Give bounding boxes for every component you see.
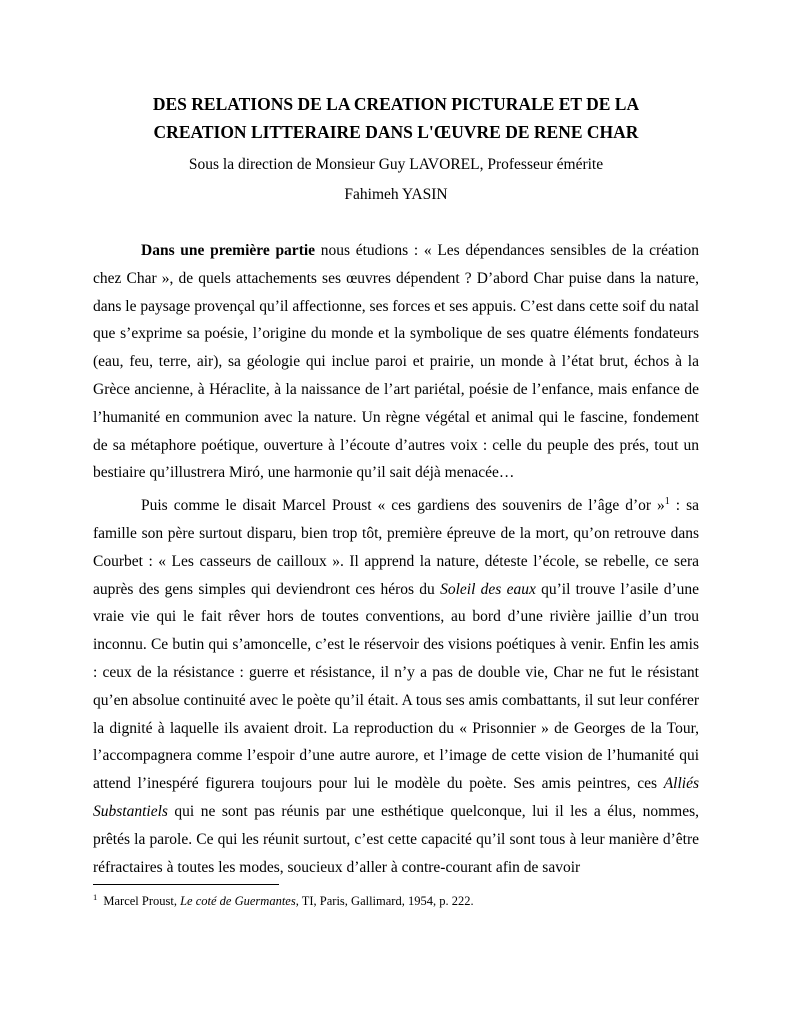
footnote-author: Marcel Proust, <box>100 894 181 908</box>
footnote <box>93 893 699 909</box>
document-subtitle: Sous la direction de Monsieur Guy LAVOREL, Professeur émérite <box>188 156 604 173</box>
footnote-reference[interactable]: 1 <box>664 496 670 508</box>
paragraph-2-text-4: qui ne sont pas réunis par une esthétique quelconque, lui il les a élus, nommes, prêtés la parole. Ce qui les réunit surtout, c’est cette capacité qu’il sont tous à leur manière d’être réfractaires à toutes les modes, soucieux d’aller à contre-courant afin de savoir <box>93 802 699 876</box>
footnote-divider <box>93 884 279 885</box>
paragraph-2-text-2: : sa famille son père surtout disparu, bien trop tôt, première épreuve de la mort, qu’on retrouve dans Courbet : « Les casseurs de cailloux ». Il apprend la nature, déteste l’école, se rebelle, ce sera auprès des gens simples qui deviendront ces héros du <box>93 497 699 598</box>
paragraph-1-text: nous étudions : « Les dépendances sensibles de la création chez Char », de quels attachements ses œuvres dépendent ? D’abord Char puise dans la nature, dans le paysage provençal qu’il affectionne, ses forces et ses appuis. C’est dans cette soif du natal que s’exprime sa poésie, l’origine du monde et la symbolique de ses quatre éléments fondateurs (eau, feu, terre, air), sa géologie qui inclue paroi et prairie, un monde à l’état brut, échos à la Grèce ancienne, à Héraclite, à la naissance de l’art pariétal, poésie de l’enfance, mais enfance de l’humanité en communion avec la nature. Un règne végétal et animal qui le fascine, fondement de sa métaphore poétique, ouverture à l’écoute d’autres voix : celle du peuple des prés, tout un bestiaire qu’illustrera Miró, une harmonie qu’il sait déjà menacée… <box>93 242 699 482</box>
document-page <box>93 90 699 886</box>
paragraph-2-italic-1: Soleil des eaux <box>440 580 536 598</box>
paragraph-2-text-1: Puis comme le disait Marcel Proust « ces gardiens des souvenirs de l’âge d’or » <box>141 497 665 515</box>
title-line-1: DES RELATIONS DE LA CREATION PICTURALE ET DE LA <box>152 94 640 114</box>
footnote-rest: , TI, Paris, Gallimard, 1954, p. 222. <box>295 894 474 908</box>
body-text <box>93 237 699 881</box>
document-author: Fahimeh YASIN <box>344 186 448 203</box>
document-title <box>93 90 699 146</box>
footnote-number: 1 <box>93 891 98 902</box>
paragraph-2 <box>93 492 699 881</box>
title-line-2: CREATION LITTERAIRE DANS L'ŒUVRE DE RENE CHAR <box>153 122 639 142</box>
paragraph-2-text-3: qu’il trouve l’asile d’une vraie vie qui le fait rêver hors de toutes conventions, au bord d’une rivière jaillie d’un trou inconnu. Ce butin qui s’amoncelle, c’est le réservoir des visions poétiques à venir. Enfin les amis : ceux de la résistance : guerre et résistance, il n’y a pas de double vie, Char ne fut le résistant qu’en absolue continuité avec le poète qu’il était. A tous ses amis combattants, il sut leur conférer la dignité à laquelle ils avaient droit. La reproduction du « Prisonnier » de Georges de la Tour, l’accompagnera comme l’espoir d’une autre aurore, et l’image de cette vision de l’humanité qui attend l’inespéré figurera toujours pour lui le modèle du poète. Ses amis peintres, ces <box>93 580 699 793</box>
footnote-title: Le coté de Guermantes <box>180 894 296 908</box>
paragraph-2-italic-2: Alliés Substantiels <box>93 775 699 820</box>
paragraph-1 <box>93 237 699 487</box>
paragraph-1-lead: Dans une première partie <box>141 242 316 259</box>
